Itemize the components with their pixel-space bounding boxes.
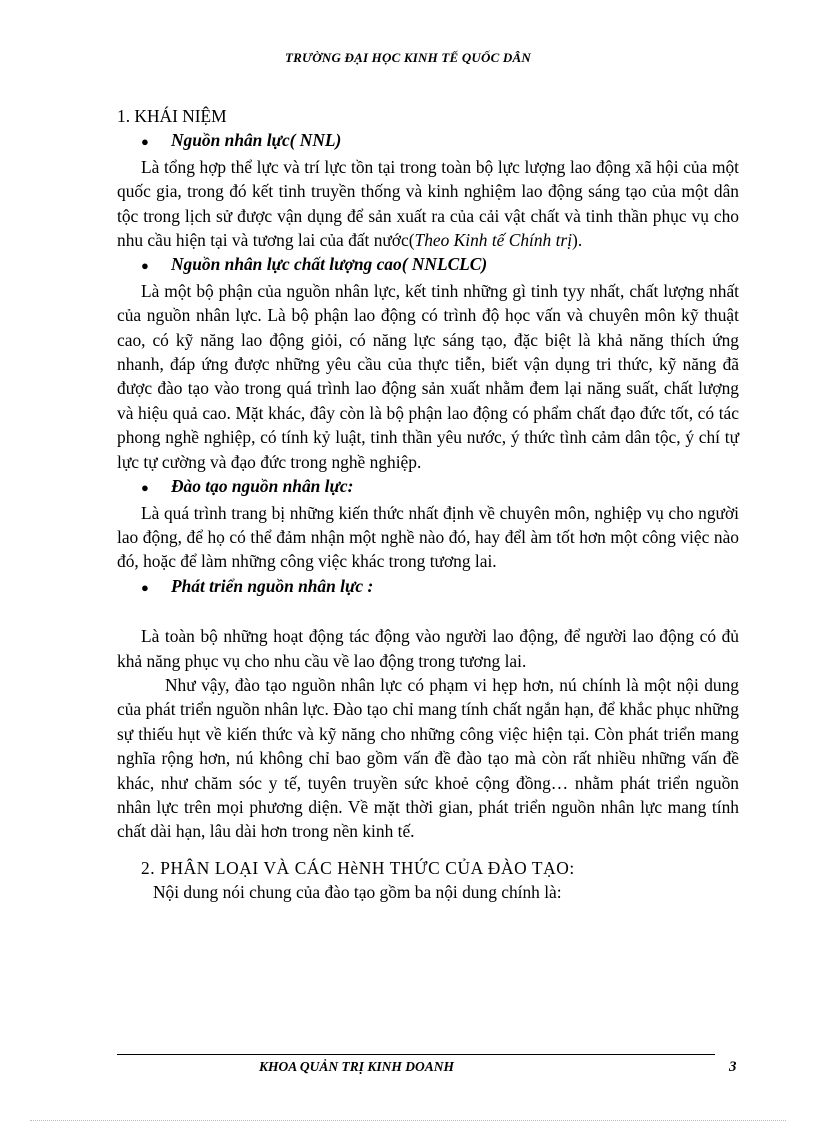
section-1-heading: 1. KHÁI NIỆM [117, 106, 227, 126]
page-content [117, 104, 739, 905]
bullet-icon: ● [141, 258, 149, 274]
nnlclc-title: Nguồn nhân lực chất lượng cao( NNLCLC) [171, 254, 488, 275]
development-paragraph: Là toàn bộ những hoạt động tác động vào người lao động, để người lao động có đủ khả năng phục vụ cho nhu cầu về lao động trong tương lai. [117, 626, 739, 671]
footer-divider [117, 1054, 715, 1055]
bullet-development [141, 574, 739, 600]
nnl-title: Nguồn nhân lực( NNL) [171, 130, 342, 151]
bullet-icon: ● [141, 134, 149, 150]
training-paragraph: Là quá trình trang bị những kiến thức nhất định về chuyên môn, nghiệp vụ cho người lao động, để họ có thể đảm nhận một nghề nào đó, hay đểl àm tốt hơn một công việc nào đó, hoặc để làm những công việc khác trong tương lai. [117, 502, 739, 572]
nnl-source: Theo Kinh tế Chính trị [414, 230, 573, 251]
development-title: Phát triển nguồn nhân lực : [171, 575, 374, 596]
footer-faculty: KHOA QUẢN TRỊ KINH DOANH [259, 1059, 455, 1074]
nnl-paragraph [117, 155, 739, 253]
nnlclc-paragraph: Là một bộ phận của nguồn nhân lực, kết tinh những gì tinh tyy nhất, chất lượng nhất của nguồn nhân lực. Là bộ phận lao động có trình độ học vấn và chuyên môn kỹ thuật cao, có kỹ năng lao động giỏi, có năng lực sáng tạo, đặc biệt là khả năng thích ứng nhanh, đáp ứng được những yêu cầu của thực tiễn, biết vận dụng tri thức, kỹ năng đã được đào tạo vào trong quá trình lao động sản xuất nhằm đem lại năng suất, chất lượng và hiệu quả cao. Mặt khác, đây còn là bộ phận lao động có phẩm chất đạo đức tốt, có tác phong nghề nghiệp, có tính kỷ luật, tinh thần yêu nước, ý thức tình cảm dân tộc, ý chí tự lực tự cường và đạo đức trong nghề nghiệp. [117, 280, 739, 472]
section-2-lead: Nội dung nói chung của đào tạo gồm ba nội dung chính là: [153, 882, 562, 903]
page-number: 3 [729, 1059, 737, 1075]
section-2-heading: 2. PHÂN LOẠI VÀ CÁC HèNH THỨC CỦA ĐÀO TẠO: [141, 857, 575, 878]
bullet-icon: ● [141, 480, 149, 496]
spacer [117, 600, 739, 624]
bullet-nnl [141, 128, 739, 154]
bullet-training [141, 474, 739, 500]
nnl-body: Là tổng hợp thể lực và trí lực tồn tại trong toàn bộ lực lượng lao động xã hội của một quốc gia, trong đó kết tinh truyền thống và kinh nghiệm lao động sáng tạo của một dân tộc trong lịch sử được vận dụng để sản xuất ra của cải vật chất và tinh thần phục vụ cho nhu cầu hiện tại và tương lai của đất nước( [117, 156, 739, 251]
bullet-nnlclc [141, 252, 739, 278]
nnl-end: ). [572, 230, 583, 251]
summary-paragraph: Như vậy, đào tạo nguồn nhân lực có phạm vi hẹp hơn, nú chính là một nội dung của phát triển nguồn nhân lực. Đào tạo chỉ mang tính chất ngắn hạn, để khắc phục những sự thiếu hụt về kiến thức và kỹ năng cho những công việc hiện tại. Còn phát triển mang nghĩa rộng hơn, nú không chỉ bao gồm vấn đề đào tạo mà còn rất nhiều những vấn đề khác, như chăm sóc y tế, tuyên truyền sức khoẻ cộng đồng… nhằm phát triển nguồn nhân lực trên mọi phương diện. Về mặt thời gian, phát triển nguồn nhân lực mang tính chất dài hạn, lâu dài hơn trong nền kinh tế. [117, 674, 739, 842]
page-bottom-border [30, 1120, 786, 1121]
bullet-icon: ● [141, 579, 149, 595]
training-title: Đào tạo nguồn nhân lực: [171, 476, 354, 497]
page-header: TRƯỜNG ĐẠI HỌC KINH TẾ QUỐC DÂN [285, 50, 531, 65]
